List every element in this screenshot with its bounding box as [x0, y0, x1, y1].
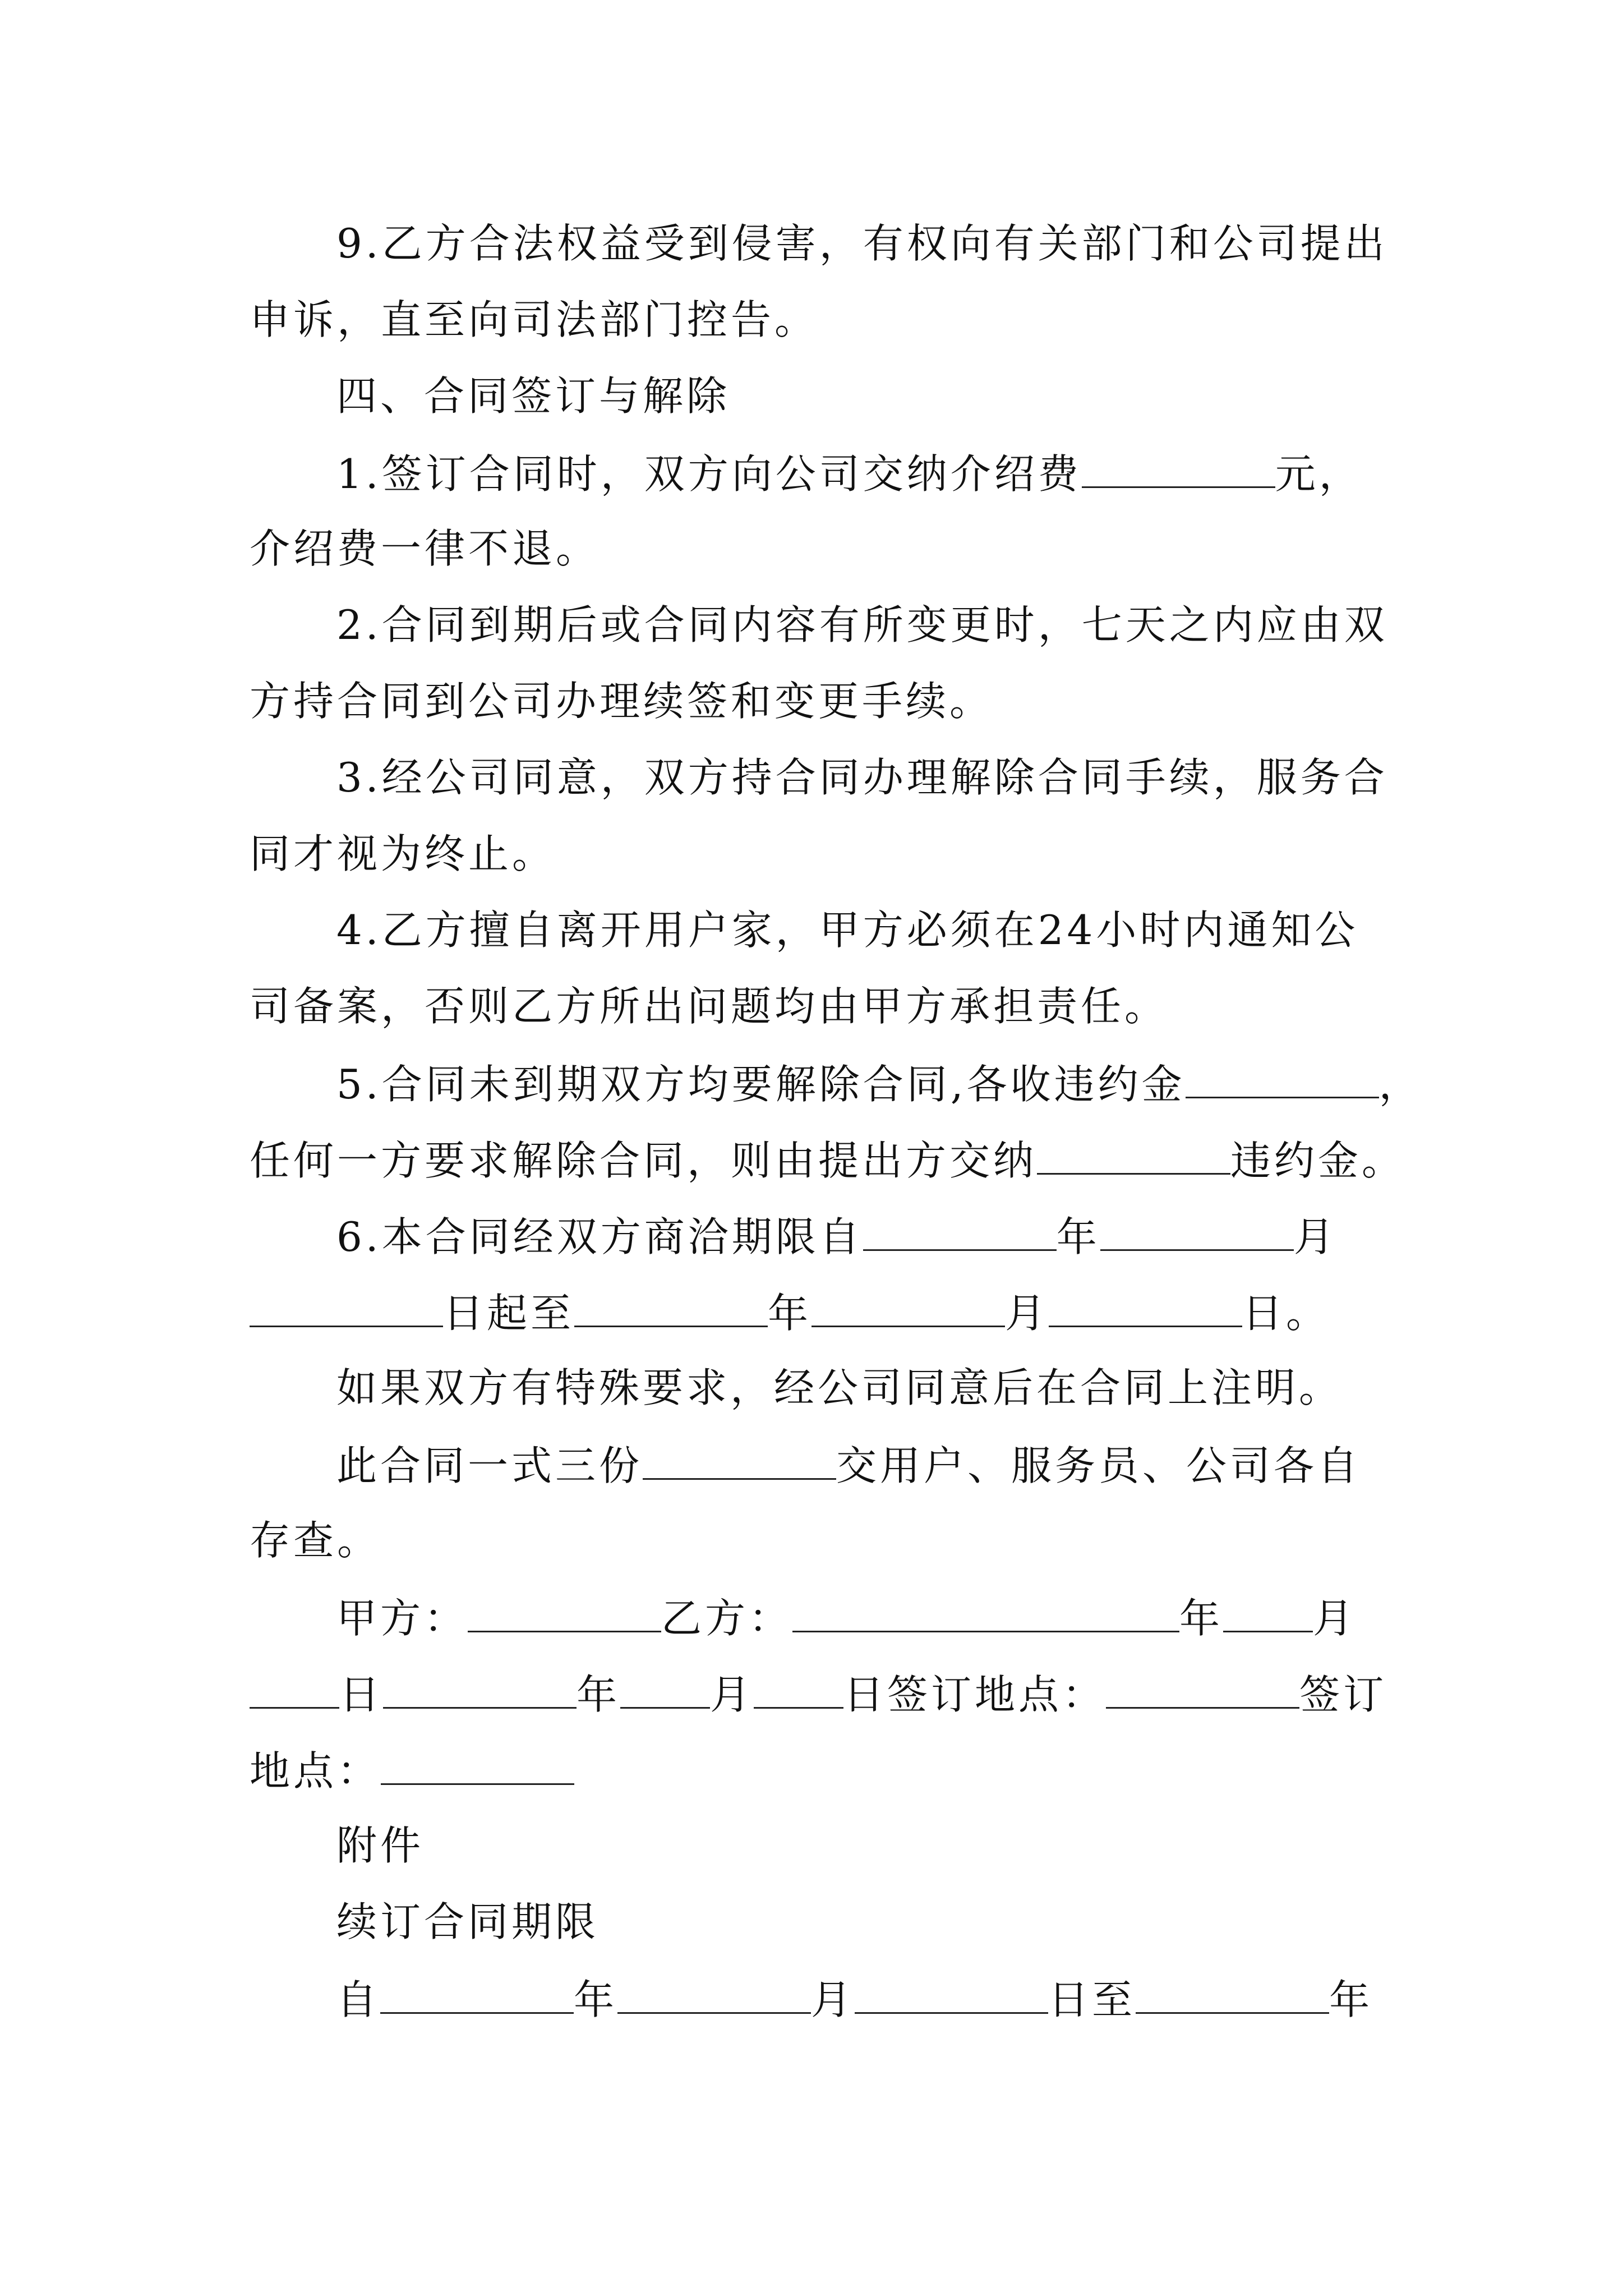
item-5-line-2: [250, 1137, 1406, 1185]
sig-month2-blank[interactable]: [620, 1673, 710, 1709]
sig-year2-label: 年: [577, 1671, 621, 1719]
copies-blank[interactable]: [643, 1444, 836, 1480]
section-4-heading: [336, 372, 731, 420]
term-end-day-blank[interactable]: [1049, 1291, 1242, 1327]
term-start-year-blank[interactable]: [863, 1215, 1057, 1251]
item-9-line-2: [250, 296, 819, 343]
sig-place-blank-2[interactable]: [381, 1749, 574, 1785]
intro-fee-blank[interactable]: [1082, 452, 1275, 488]
sig-place-label-2: 签订: [1299, 1671, 1387, 1719]
copies-line-2: [250, 1517, 381, 1564]
renewal-month-label: 月: [811, 1976, 855, 2024]
item-6-text: 6.本合同经双方商洽期限自: [336, 1213, 863, 1261]
sig-day-label: 日: [339, 1671, 384, 1719]
item-2-text-1: 2.合同到期后或合同内容有所变更时，七天之内应由双: [336, 601, 1388, 648]
penalty-paid-blank[interactable]: [1037, 1139, 1230, 1175]
renewal-start-year-blank[interactable]: [380, 1978, 574, 2014]
term-start-day-blank[interactable]: [250, 1291, 443, 1327]
item-2-line-1: [336, 601, 1388, 648]
renewal-period-line: [336, 1976, 1373, 2024]
signature-line-1: [336, 1595, 1357, 1642]
item-6-month-label: 月: [1293, 1213, 1338, 1261]
item-4-line-2: [250, 983, 1169, 1030]
sig-month-blank[interactable]: [1223, 1596, 1313, 1632]
party-b-label: 乙方：: [661, 1595, 793, 1642]
item-6-year-label: 年: [1056, 1213, 1100, 1261]
item-4-text-1: 4.乙方擅自离开用户家，甲方必须在24小时内通知公: [336, 907, 1359, 954]
copies-line-1: [336, 1442, 1362, 1490]
item-1-text-2: 介绍费一律不退。: [250, 525, 600, 572]
copies-text-3: 存查。: [250, 1517, 381, 1564]
signature-line-2: [250, 1671, 1387, 1719]
item-5-text-1: 5.合同未到期双方均要解除合同,各收违约金: [336, 1061, 1186, 1108]
item-6-year2-label: 年: [768, 1290, 812, 1337]
attachment-heading: [336, 1822, 425, 1869]
item-4-text-2: 司备案，否则乙方所出问题均由甲方承担责任。: [250, 983, 1169, 1030]
item-9-text-1: 9.乙方合法权益受到侵害，有权向有关部门和公司提出: [336, 220, 1388, 267]
renewal-year2-label: 年: [1329, 1976, 1373, 2024]
sig-place-label-1: 日签订地点：: [843, 1671, 1106, 1719]
section-4-heading-text: 四、合同签订与解除: [336, 372, 731, 420]
copies-text-2: 交用户、服务员、公司各自: [836, 1442, 1362, 1490]
renewal-from-label: 自: [336, 1976, 381, 2024]
sig-day2-blank[interactable]: [754, 1673, 843, 1709]
item-1-text: 1.签订合同时，双方向公司交纳介绍费: [336, 450, 1082, 498]
term-end-month-blank[interactable]: [811, 1291, 1005, 1327]
term-end-year-blank[interactable]: [574, 1291, 768, 1327]
special-requirements-text: 如果双方有特殊要求，经公司同意后在合同上注明。: [336, 1364, 1343, 1411]
sig-day-blank[interactable]: [250, 1673, 339, 1709]
item-6-month2-label: 月: [1005, 1290, 1049, 1337]
item-9-text-2: 申诉，直至向司法部门控告。: [250, 296, 819, 343]
renewal-day-to-label: 日至: [1048, 1976, 1136, 2024]
item-1-line-1: [336, 450, 1363, 498]
sig-year2-blank[interactable]: [383, 1673, 577, 1709]
attachment-text: 附件: [336, 1822, 425, 1869]
sig-month2-label: 月: [710, 1671, 754, 1719]
item-6-line-2: [250, 1290, 1330, 1337]
sig-place-blank-1[interactable]: [1106, 1673, 1299, 1709]
item-2-text-2: 方持合同到公司办理续签和变更手续。: [250, 678, 994, 725]
party-b-blank[interactable]: [792, 1596, 1179, 1632]
renewal-title-text: 续订合同期限: [336, 1898, 600, 1945]
term-start-month-blank[interactable]: [1100, 1215, 1294, 1251]
renewal-end-year-blank[interactable]: [1136, 1978, 1329, 2014]
item-6-line-1: [336, 1213, 1338, 1261]
sig-year-label: 年: [1179, 1595, 1224, 1642]
party-a-label: 甲方：: [336, 1595, 468, 1642]
item-5-line-1: [336, 1061, 1423, 1108]
special-requirements-line: [336, 1364, 1343, 1411]
item-2-line-2: [250, 678, 994, 725]
item-5-comma: ，: [1378, 1061, 1423, 1108]
item-4-line-1: [336, 907, 1359, 954]
signature-line-3: [250, 1747, 574, 1795]
item-3-line-1: [336, 754, 1388, 801]
item-6-day2-label: 日。: [1242, 1290, 1330, 1337]
item-3-line-2: [250, 830, 556, 877]
sig-month-label: 月: [1313, 1595, 1357, 1642]
item-5-text-3: 违约金。: [1230, 1137, 1406, 1185]
party-a-blank[interactable]: [468, 1596, 661, 1632]
item-5-text-2: 任何一方要求解除合同，则由提出方交纳: [250, 1137, 1038, 1185]
item-3-text-2: 同才视为终止。: [250, 830, 556, 877]
renewal-year-label: 年: [574, 1976, 618, 2024]
item-1-line-2: [250, 525, 600, 572]
penalty-amount-blank[interactable]: [1186, 1062, 1379, 1098]
item-6-day-from-label: 日起至: [443, 1290, 575, 1337]
sig-place-label-3: 地点：: [250, 1747, 381, 1795]
copies-text-1: 此合同一式三份: [336, 1442, 643, 1490]
item-1-unit: 元，: [1275, 450, 1363, 498]
renewal-title: [336, 1898, 600, 1945]
renewal-start-day-blank[interactable]: [855, 1978, 1048, 2014]
item-9-line-1: [336, 220, 1388, 267]
item-3-text-1: 3.经公司同意，双方持合同办理解除合同手续，服务合: [336, 754, 1388, 801]
renewal-start-month-blank[interactable]: [617, 1978, 811, 2014]
